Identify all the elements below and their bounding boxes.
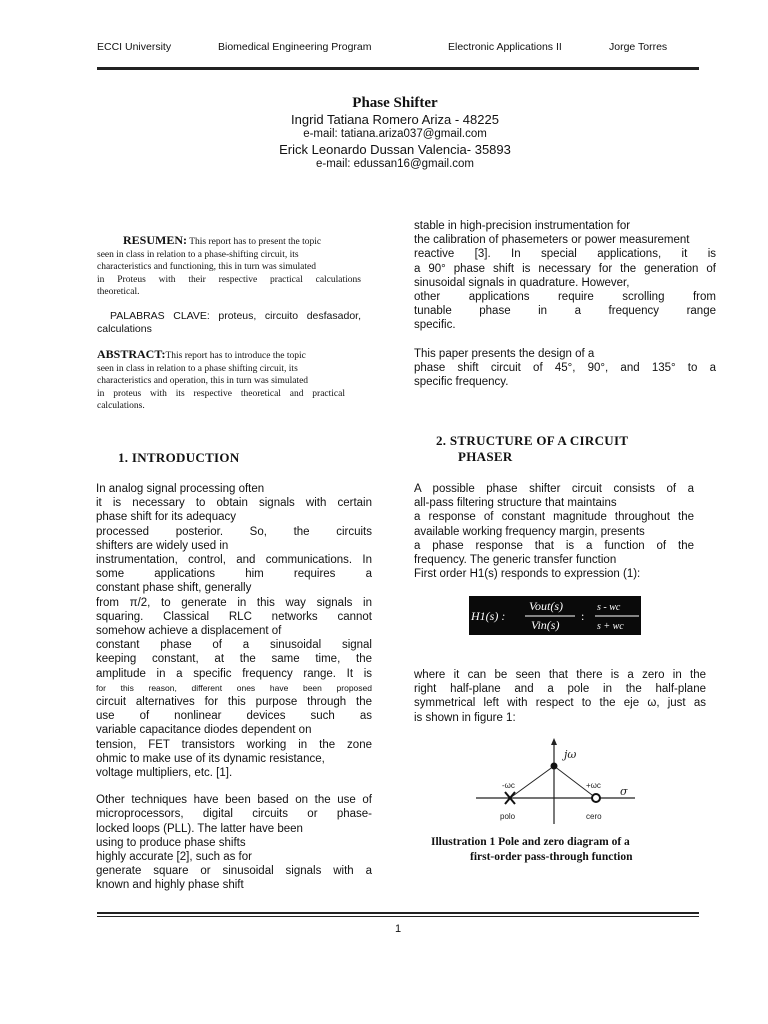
equation-numerator: Vout(s) [529, 599, 563, 613]
body-line: phase shift circuit of 45°, 90°, and 135° to a [414, 361, 716, 374]
intro-line: generate square or sinusoidal signals with a [96, 865, 372, 878]
body-line: stable in high-precision instrumentation for [414, 220, 631, 232]
intro-line: instrumentation, control, and communications. In [96, 554, 372, 567]
structure-line: A possible phase shifter circuit consists of a [414, 483, 694, 495]
keywords-line: PALABRAS CLAVE: proteus, circuito desfasador, [110, 310, 361, 322]
abstract-line: This report has to introduce the topic [165, 351, 306, 361]
paper-title: Phase Shifter [352, 95, 438, 111]
intro-line: locked loops (PLL). The latter have been [96, 822, 303, 835]
structure-line: all-pass filtering structure that maintains [414, 497, 617, 510]
resumen-line: in Proteus with their respective practical calculations [97, 274, 361, 285]
title-block [160, 94, 630, 172]
intro-line: shifters are widely used in [96, 539, 229, 552]
intro-line: In analog signal processing often [96, 483, 265, 495]
abstract-line: characteristics and operation, this in turn was simulated [97, 376, 309, 386]
test-point [551, 763, 558, 770]
header-university: ECCI University [97, 41, 172, 53]
intro-line: tension, FET transistors working in the zone [96, 738, 372, 751]
structure-line: available working frequency margin, presents [414, 525, 645, 538]
section-heading-line: 2. STRUCTURE OF A CIRCUIT [436, 433, 629, 448]
real-axis-label: σ [620, 785, 628, 798]
header-program: Biomedical Engineering Program [218, 41, 372, 53]
intro-line: amplitude in a specific frequency range. It is [96, 667, 372, 680]
section-heading [436, 433, 628, 465]
abstract-line: seen in class in relation to a phase shifting circuit, its [97, 363, 298, 374]
structure-line: frequency. The generic transfer function [414, 554, 617, 567]
structure-body [414, 482, 694, 581]
pole-vector [510, 766, 554, 798]
intro-line: it is necessary to obtain signals with certain [96, 497, 372, 510]
intro-line: phase shift for its adequacy [96, 511, 236, 524]
paragraph-gap [414, 333, 716, 347]
structure-line: a response of constant magnitude throughout the [414, 511, 694, 524]
header-course: Electronic Applications II [448, 41, 562, 53]
body-line: a 90° phase shift is necessary for the generation of [414, 262, 716, 275]
author-email: e-mail: tatiana.ariza037@gmail.com [303, 128, 487, 140]
intro-line: variable capacitance diodes dependent on [96, 724, 312, 737]
intro-line: highly accurate [2], such as for [96, 851, 252, 864]
resumen-line: characteristics and functioning, this in turn was simulated [97, 262, 316, 272]
page-number: 1 [394, 923, 402, 935]
author-name: Ingrid Tatiana Romero Ariza - 48225 [291, 112, 499, 127]
body-line: This paper presents the design of a [414, 347, 595, 360]
intro-line: using to produce phase shifts [96, 836, 246, 849]
intro-line: squaring. Classical RLC networks cannot [96, 610, 372, 623]
transfer-function-equation [469, 596, 641, 635]
header-rule [97, 67, 699, 70]
author-email: e-mail: edussan16@gmail.com [315, 158, 475, 170]
intro-line: somehow achieve a displacement of [96, 625, 282, 638]
intro-line: constant phase shift, generally [96, 582, 252, 595]
equation-denominator: Vin(s) [531, 618, 560, 632]
body-line: sinusoidal signals in quadrature. However, [414, 276, 630, 289]
equation-lhs: H1(s) : [471, 609, 506, 623]
caption-line: Illustration 1 Pole and zero diagram of a [431, 836, 630, 848]
intro-line: circuit alternatives for this purpose through the [96, 696, 372, 709]
intro-line: voltage multipliers, etc. [1]. [96, 767, 233, 780]
body-line: specific frequency. [414, 376, 509, 389]
body-line: the calibration of phasemeters or power measurement [414, 234, 690, 247]
section-heading-line: PHASER [458, 449, 513, 464]
intro-line: keeping constant, at the same time, the [96, 653, 372, 666]
intro-line: Other techniques have been based on the use of [96, 794, 372, 807]
intro-line: ohmic to make use of its dynamic resistance, [96, 752, 325, 765]
equation-equals: : [581, 609, 585, 623]
intro-line: from π/2, to generate in this way signals in [96, 596, 372, 609]
resumen-line: This report has to present the topic [189, 237, 322, 247]
equation-rhs-numerator: s - wc [597, 602, 621, 613]
structure-line: symmetrical left with respect to the eje ω, just as [414, 697, 706, 710]
resumen-line: theoretical. [97, 287, 140, 297]
intro-line: some applications him requires a [96, 568, 372, 581]
zero-label: cero [586, 812, 602, 821]
zero-marker [592, 794, 600, 802]
resumen-block [97, 234, 361, 299]
resumen-label: RESUMEN: [123, 233, 188, 247]
footer-rule [97, 916, 699, 917]
intro-line: processed posterior. So, the circuits [96, 525, 372, 538]
author-name: Erick Leonardo Dussan Valencia- 35893 [279, 142, 511, 157]
intro-line: use of nonlinear devices such as [96, 710, 372, 723]
section-heading: 1. INTRODUCTION [118, 450, 240, 465]
right-column-text [414, 219, 716, 389]
header-author: Jorge Torres [609, 41, 668, 53]
plus-wc-label: +ωc [586, 781, 601, 790]
intro-line: known and highly phase shift [96, 879, 244, 892]
abstract-label: ABSTRACT: [97, 347, 166, 361]
running-header [97, 41, 699, 55]
structure-line: right half-plane and a pole in the half-plane [414, 683, 706, 696]
resumen-line: seen in class in relation to a phase-shifting circuit, its [97, 249, 299, 260]
body-line: tunable phase in a frequency range [414, 305, 716, 318]
figure-caption [420, 835, 680, 865]
equation-rhs-denominator: s + wc [597, 621, 624, 632]
minus-wc-label: -ωc [502, 781, 515, 790]
pole-label: polo [500, 812, 516, 821]
keywords-line: calculations [97, 323, 152, 335]
pole-zero-diagram [470, 738, 640, 828]
body-line: other applications require scrolling from [414, 291, 716, 304]
intro-line: microprocessors, digital circuits or phase- [96, 808, 372, 821]
paragraph-gap [96, 780, 372, 793]
abstract-line: in proteus with its respective theoretical and practical [97, 388, 345, 399]
structure-line: is shown in figure 1: [414, 711, 516, 724]
structure-line: First order H1(s) responds to expression (1): [414, 568, 641, 581]
body-line: specific. [414, 319, 456, 332]
intro-line: constant phase of a sinusoidal signal [96, 639, 372, 652]
axis-arrow [551, 738, 557, 745]
structure-body [414, 668, 706, 725]
intro-line: for this reason, different ones have been proposed [96, 682, 372, 693]
caption-line: first-order pass-through function [470, 851, 633, 863]
structure-line: where it can be seen that there is a zero in the [414, 669, 706, 681]
keywords-block [97, 310, 361, 336]
abstract-block [97, 348, 345, 413]
footer-rule [97, 912, 699, 914]
imag-axis-label: jω [564, 748, 577, 761]
abstract-line: calculations. [97, 401, 145, 411]
structure-line: a phase response that is a function of the [414, 539, 694, 552]
intro-body [96, 482, 372, 893]
body-line: reactive [3]. In special applications, it is [414, 248, 716, 261]
